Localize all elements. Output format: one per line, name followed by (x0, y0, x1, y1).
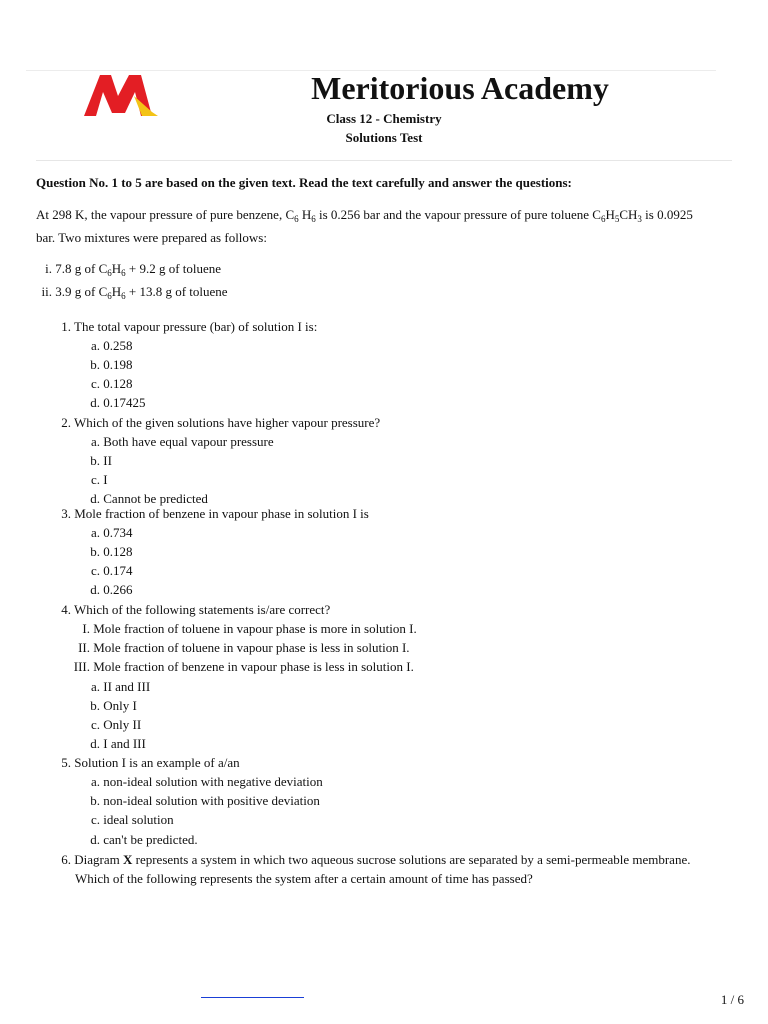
option-3d: d. 0.266 (90, 582, 133, 597)
statement-1: I. Mole fraction of toluene in vapour phase is more in solution I. (82, 621, 417, 636)
footer-link[interactable] (201, 997, 304, 998)
option-1d: d. 0.17425 (90, 395, 146, 410)
mixture-item: i. 7.8 g of $C_6H_6 + 9.2$ g of toluene (45, 261, 222, 278)
academy-logo (68, 46, 168, 144)
question-6-line2: Which of the following represents the system after a certain amount of time has passed? (75, 871, 533, 886)
header-divider (36, 160, 732, 161)
question-4: 4. Which of the following statements is/are correct? (61, 602, 331, 617)
statement-3: III. Mole fraction of benzene in vapour phase is less in solution I. (73, 659, 414, 674)
option-3b: b. 0.128 (90, 544, 133, 559)
option-5c: c. ideal solution (90, 812, 174, 827)
statement-2: II. Mole fraction of toluene in vapour phase is less in solution I. (78, 640, 410, 655)
option-1b: b. 0.198 (90, 357, 133, 372)
question-5: 5. Solution I is an example of a/an (61, 755, 240, 770)
option-2b: b. II (90, 453, 112, 468)
mixture-item: ii. 3.9 g of $C_6H_6 + 13.8$ g of toluene (41, 284, 228, 301)
option-1c: c. 0.128 (90, 376, 133, 391)
test-subtitle: Solutions Test (345, 130, 423, 145)
option-2c: c. I (90, 472, 108, 487)
question-1: 1. The total vapour pressure (bar) of solution I is: (61, 319, 318, 334)
option-2a: a. Both have equal vapour pressure (90, 434, 274, 449)
option-4c: c. Only II (90, 717, 142, 732)
page-number: 1 / 6 (720, 992, 744, 1007)
option-2d: d. Cannot be predicted (90, 491, 208, 506)
passage-text: At 298 K, the vapour pressure of pure benzene, $C_6$ $H_6$ is 0.256 bar and the vapour pressure of pure toluene $C_6H_5CH_3$ is 0.0925 bar. Two mixtures were prepared as follows: (36, 207, 693, 245)
option-3c: c. 0.174 (90, 563, 133, 578)
class-subtitle: Class 12 - Chemistry (326, 111, 442, 126)
option-5b: b. non-ideal solution with positive deviation (90, 793, 320, 808)
question-2: 2. Which of the given solutions have higher vapour pressure? (61, 415, 381, 430)
question-3: 3. Mole fraction of benzene in vapour phase in solution I is (61, 506, 369, 521)
question-6: 6. Diagram X represents a system in which two aqueous sucrose solutions are separated by a semi-permeable membrane. (61, 852, 691, 867)
instructions-text: Question No. 1 to 5 are based on the given text. Read the text carefully and answer the questions: (36, 175, 572, 190)
option-3a: a. 0.734 (90, 525, 133, 540)
option-4a: a. II and III (90, 679, 151, 694)
option-5d: d. can't be predicted. (90, 832, 198, 847)
option-1a: a. 0.258 (90, 338, 133, 353)
page-title: Meritorious Academy (311, 70, 609, 106)
option-5a: a. non-ideal solution with negative deviation (90, 774, 323, 789)
option-4b: b. Only I (90, 698, 137, 713)
option-4d: d. I and III (90, 736, 146, 751)
